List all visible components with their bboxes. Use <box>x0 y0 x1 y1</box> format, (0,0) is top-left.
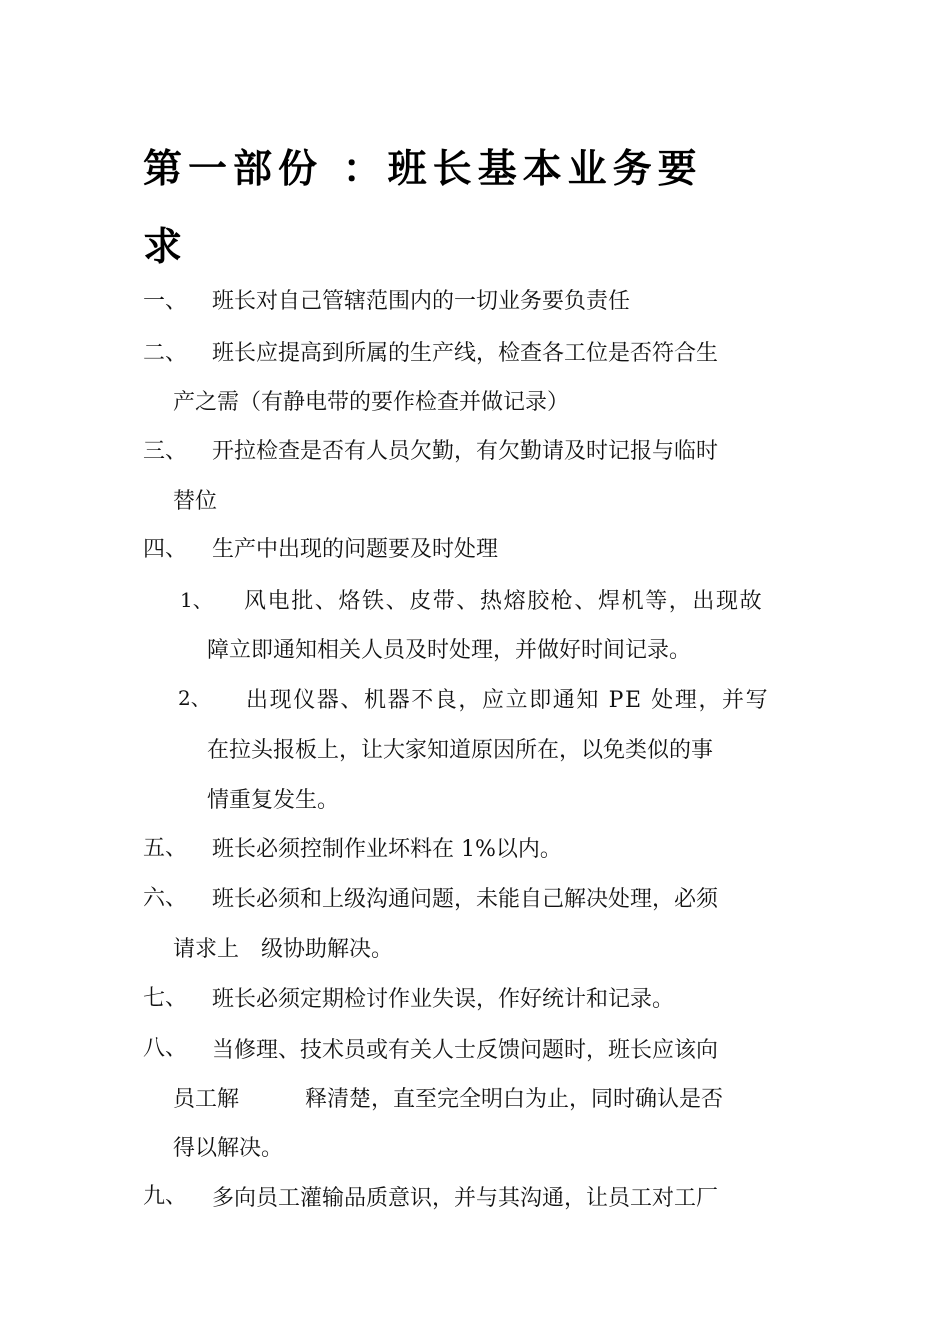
item-text: 班长必须和上级沟通问题，未能自己解决处理，必须 <box>212 887 719 912</box>
item-text: 班长必须定期检讨作业失误，作好统计和记录。 <box>212 987 675 1012</box>
item-number: 五、 <box>143 836 188 861</box>
item-text: 生产中出现的问题要及时处理 <box>212 537 499 562</box>
item-number: 二、 <box>143 341 188 366</box>
item-number: 三、 <box>143 439 188 464</box>
page-title: 第一部份 ：班长基本业务要 <box>143 147 703 192</box>
item-text: 当修理、技术员或有关人士反馈问题时，班长应该向 <box>212 1038 719 1063</box>
item-text-continued: 员工解 释清楚，直至完全明白为止，同时确认是否 <box>173 1087 724 1112</box>
item-number: 七、 <box>143 986 188 1011</box>
subitem-text-continued: 障立即通知相关人员及时处理，并做好时间记录。 <box>207 638 692 663</box>
subitem-text: 风电批、烙铁、皮带、热熔胶枪、焊机等，出现故 <box>244 589 764 614</box>
item-text: 班长对自己管辖范围内的一切业务要负责任 <box>212 289 631 314</box>
item-text: 多向员工灌输品质意识，并与其沟通，让员工对工厂 <box>212 1186 719 1211</box>
page-title-continued: 求 <box>143 225 189 270</box>
subitem-text: 出现仪器、机器不良，应立即通知 PE 处理，并写 <box>246 688 770 713</box>
item-text-continued: 产之需（有静电带的要作检查并做记录） <box>173 390 570 415</box>
item-text-continued: 得以解决。 <box>173 1136 284 1161</box>
item-number: 一、 <box>143 289 188 314</box>
item-number: 六、 <box>143 886 188 911</box>
subitem-text-continued: 在拉头报板上，让大家知道原因所在，以免类似的事 <box>207 738 714 763</box>
item-text: 班长必须控制作业坏料在 1%以内。 <box>212 837 562 862</box>
subitem-number: 2、 <box>178 686 211 710</box>
subitem-text-continued: 情重复发生。 <box>207 788 340 813</box>
item-number: 八、 <box>143 1036 188 1061</box>
item-number: 九、 <box>143 1184 188 1209</box>
item-number: 四、 <box>143 537 188 562</box>
subitem-number: 1、 <box>180 588 213 612</box>
item-text-continued: 替位 <box>173 489 218 514</box>
item-text: 班长应提高到所属的生产线，检查各工位是否符合生 <box>212 341 719 366</box>
item-text-continued: 请求上 级协助解决。 <box>173 937 394 962</box>
item-text: 开拉检查是否有人员欠勤，有欠勤请及时记报与临时 <box>212 439 719 464</box>
